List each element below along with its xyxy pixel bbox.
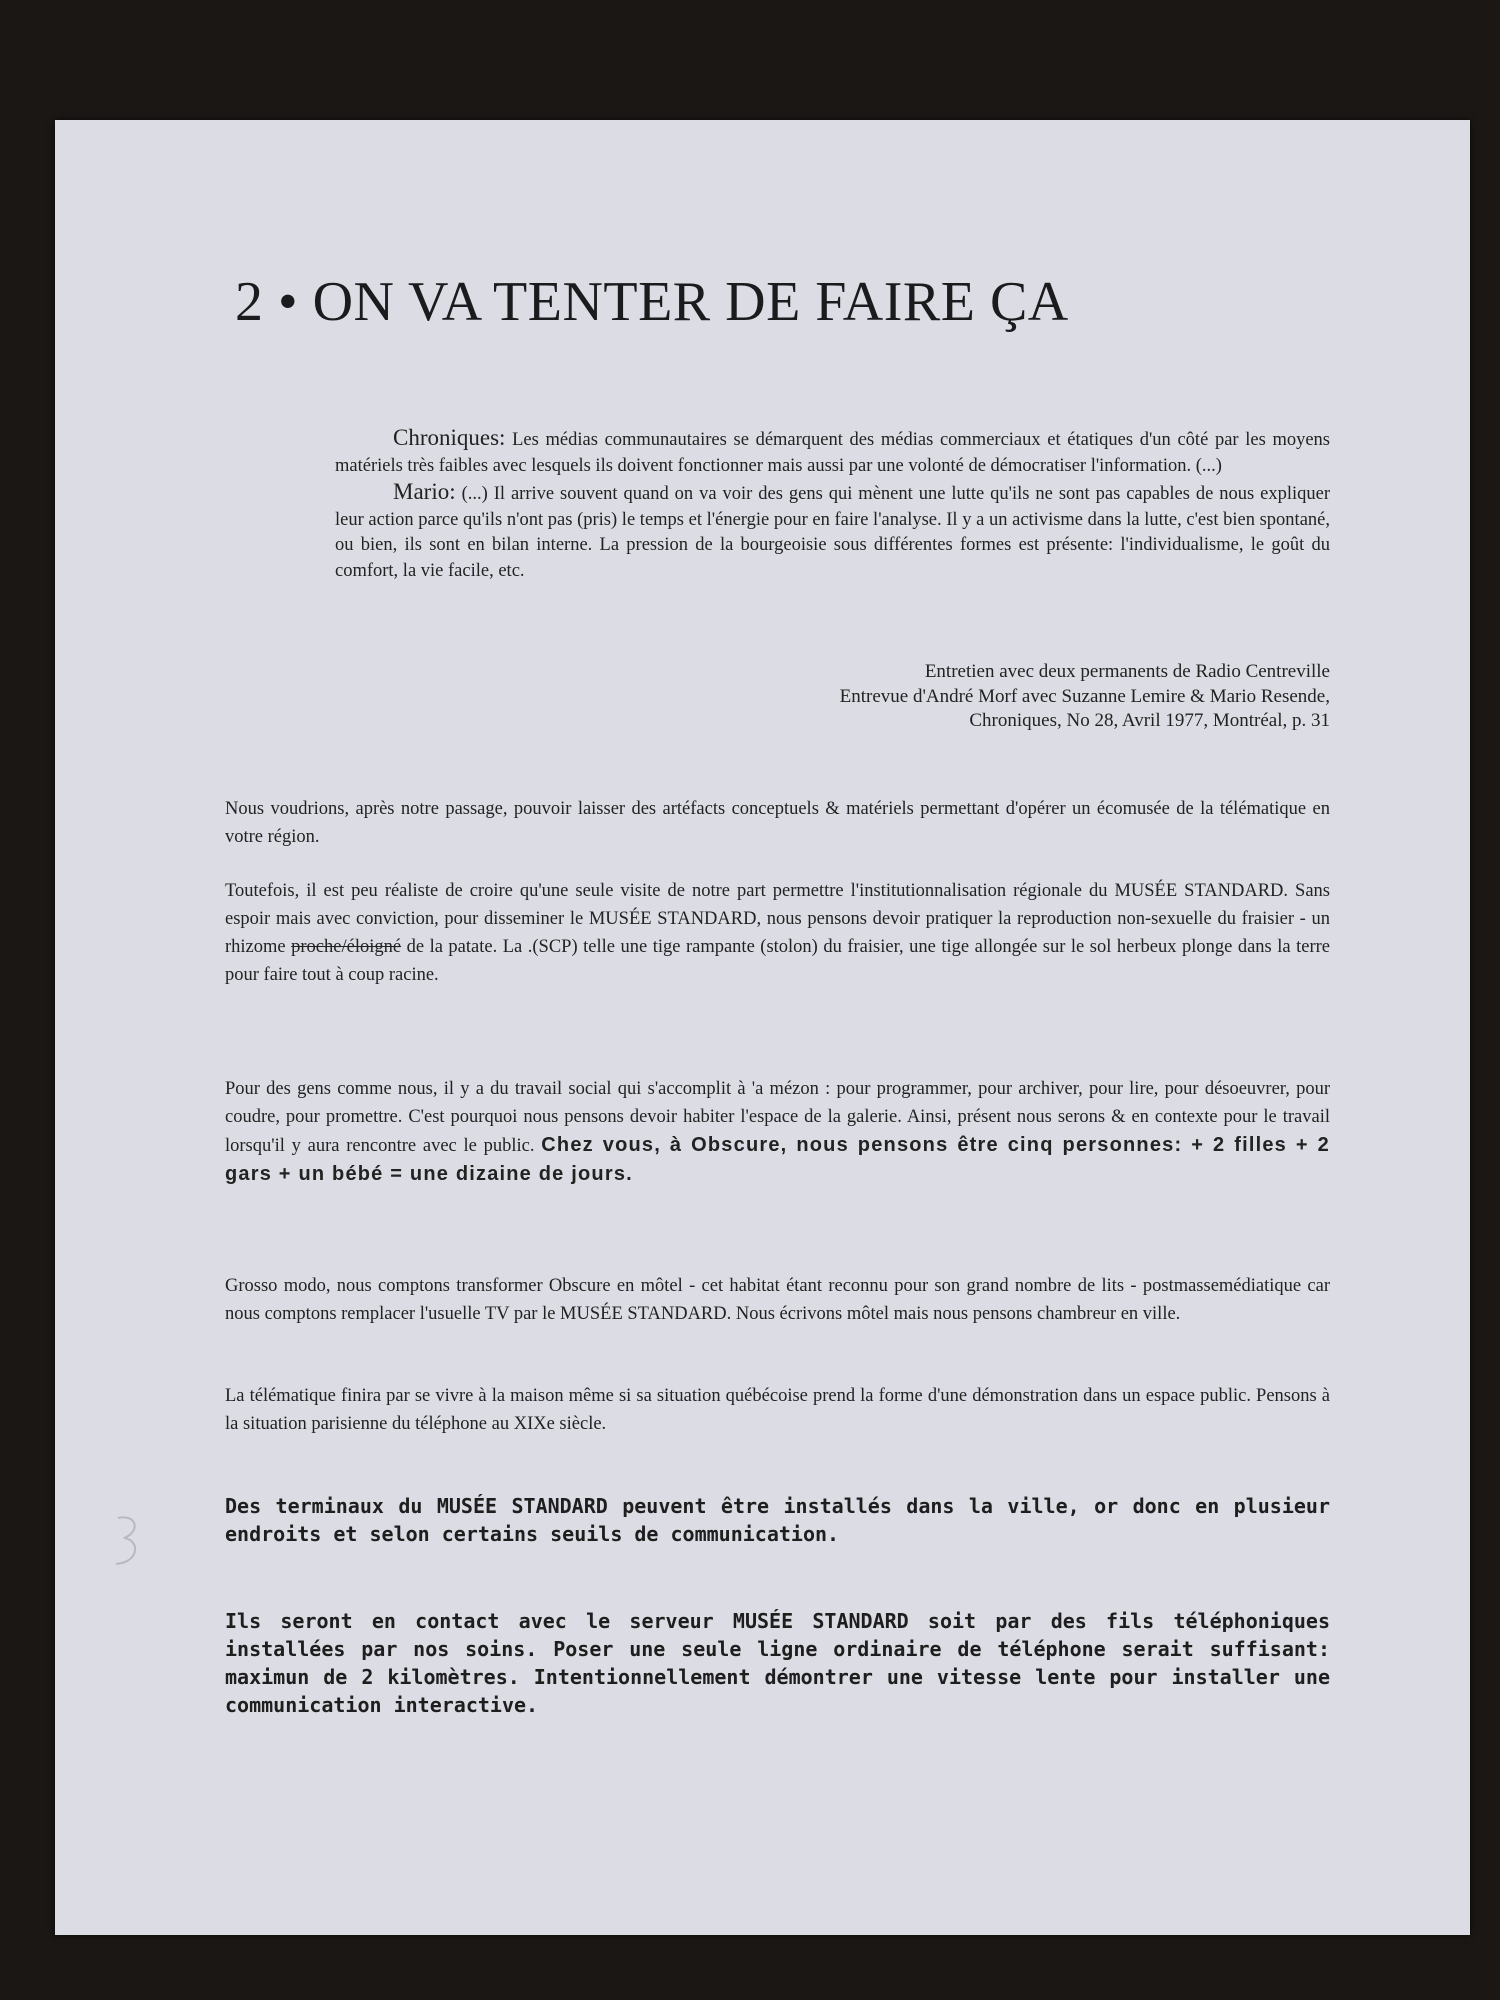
speaker-label: Chroniques: <box>393 425 506 450</box>
paragraph-text: Pour des gens comme nous, il y a du travail social qui s'accomplit à 'a mézon : pour programmer, pour archiver, pour lire, pour désoeuvrer, pour coudre, pour promettre. C'est pourquoi nous pensons devoir habiter l'espace de la galerie. Ainsi, présent nous serons & en contexte pour le travail lorsqu'il y aura rencontre avec le public. <box>225 1079 1330 1156</box>
quote-text: Les médias communautaires se démarquent des médias commerciaux et étatiques d'un côté par les moyens matériels très faibles avec lesquels ils doivent fonctionner mais aussi par une volonté de démocratiser l'information. (...) <box>335 430 1331 476</box>
citation-line: Entretien avec deux permanents de Radio Centreville <box>924 661 1330 682</box>
pencil-mark <box>110 1510 150 1570</box>
document-page <box>55 120 1470 1935</box>
body-paragraph: La télématique finira par se vivre à la maison même si sa situation québécoise prend la forme d'une démonstration dans un espace public. Pensons à la situation parisienne du téléphone au XIXe siècle. <box>225 1386 1330 1434</box>
page-title: 2 • ON VA TENTER DE FAIRE ÇA <box>235 271 1069 333</box>
body-paragraph: Nous voudrions, après notre passage, pouvoir laisser des artéfacts conceptuels & matériels permettant d'opérer un écomusée de la télématique en votre région. <box>225 799 1330 847</box>
body-paragraph: Grosso modo, nous comptons transformer Obscure en môtel - cet habitat étant reconnu pour son grand nombre de lits - postmassemédiatique car nous comptons remplacer l'usuelle TV par le MUSÉE STANDARD. Nous écrivons môtel mais nous pensons chambreur en ville. <box>225 1276 1330 1324</box>
citation-line: Chroniques, No 28, Avril 1977, Montréal, p. 31 <box>969 710 1330 731</box>
quote-text: (...) Il arrive souvent quand on va voir des gens qui mènent une lutte qu'ils ne sont pas capables de nous expliquer leur action parce qu'ils n'ont pas (pris) le temps et l'énergie pour en faire l'analyse. Il y a un activisme dans la lutte, c'est bien spontané, ou bien, ils sont en bilan interne. La pression de la bourgeoisie sous différentes formes est présente: l'individualisme, le goût du comfort, la vie facile, etc. <box>335 484 1331 581</box>
citation-line: Entrevue d'André Morf avec Suzanne Lemire & Mario Resende, <box>839 685 1330 707</box>
paragraph-text: Toutefois, il est peu réaliste de croire qu'une seule visite de notre part permettre l'institutionnalisation régionale du MUSÉE STANDARD. Sans espoir mais avec conviction, pour disseminer le MUSÉE STANDARD, nous pensons devoir pratiquer la reproduction non-sexuelle du fraisier - un rhizome <box>225 881 1330 957</box>
paragraph-text: de la patate. La .(SCP) telle une tige rampante (stolon) du fraisier, une tige allongée sur le sol herbeux plonge dans la terre pour faire tout à coup racine. <box>225 937 1330 985</box>
body-paragraph-bold: Des terminaux du MUSÉE STANDARD peuvent être installés dans la ville, or donc en plusieur endroits et selon certains seuils de communication. <box>225 1494 1330 1546</box>
emphasis-text: Chez vous, à Obscure, nous pensons être cinq personnes: + 2 filles + 2 gars + un bébé = une dizaine de jours. <box>225 1134 1331 1185</box>
quote-paragraph-2 <box>335 479 1330 584</box>
body-paragraph-bold: Ils seront en contact avec le serveur MUSÉE STANDARD soit par des fils téléphoniques installées par nos soins. Poser une seule ligne ordinaire de téléphone serait suffisant: maximun de 2 kilomètres. Intentionnellement démontrer une vitesse lente pour installer une communication interactive. <box>225 1609 1330 1717</box>
epigraph-quote <box>335 425 1330 584</box>
quote-paragraph-1 <box>335 425 1330 479</box>
struck-text: proche/éloigné <box>291 937 402 957</box>
body-paragraph <box>225 877 1330 989</box>
speaker-label: Mario: <box>393 479 456 504</box>
quote-citation <box>335 660 1330 734</box>
body-paragraph <box>225 1075 1330 1189</box>
